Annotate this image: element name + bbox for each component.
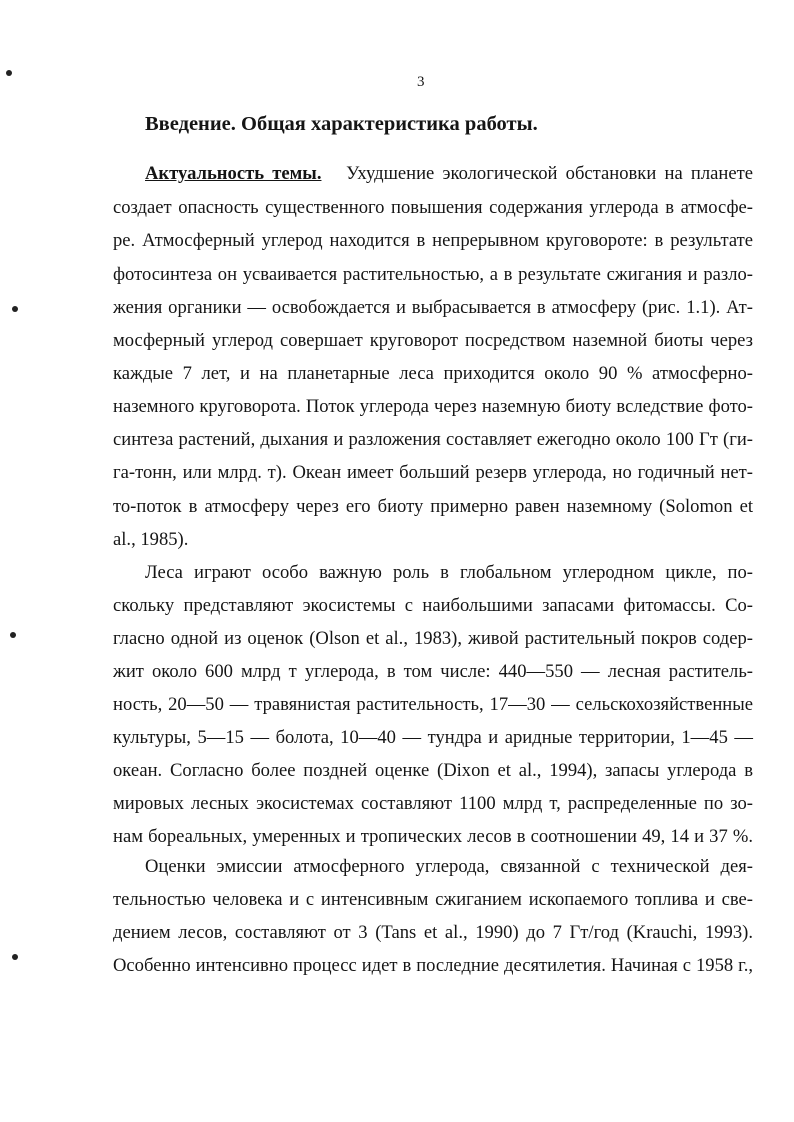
text-line: океан. Согласно более поздней оценке (Dixon et al., 1994), запасы углерода в [113,760,753,781]
text-line: скольку представляют экосистемы с наибольшими запасами фитомассы. Со- [113,595,753,616]
text-line: гласно одной из оценок (Olson et al., 1983), живой растительный покров содер- [113,628,753,649]
text-line: мосферный углерод совершает круговорот посредством наземной биоты через [113,330,753,351]
text-line: Особенно интенсивно процесс идет в последние десятилетия. Начиная с 1958 г., [113,955,753,976]
text-line: ность, 20—50 — травянистая растительность, 17—30 — сельскохозяйственные [113,694,753,715]
text-line: ре. Атмосферный углерод находится в непрерывном круговороте: в результате [113,230,753,251]
text-line: создает опасность существенного повышения содержания углерода в атмосфе- [113,197,753,218]
text-line: то-поток в атмосферу через его биоту примерно равен наземному (Solomon et [113,496,753,517]
text-line: нам бореальных, умеренных и тропических лесов в соотношении 49, 14 и 37 %. [113,826,753,847]
text-line: культуры, 5—15 — болота, 10—40 — тундра и аридные территории, 1—45 — [113,727,753,748]
scan-mark [12,306,18,312]
scan-mark [12,954,18,960]
text-line: al., 1985). [113,529,189,550]
text-line: мировых лесных экосистемах составляют 1100 млрд т, распределенные по зо- [113,793,753,814]
text-line: синтеза растений, дыхания и разложения составляет ежегодно около 100 Гт (ги- [113,429,753,450]
text-line: Оценки эмиссии атмосферного углерода, связанной с технической дея- [145,856,753,877]
text-line: фотосинтеза он усваивается растительностью, а в результате сжигания и разло- [113,264,753,285]
lead-heading: Актуальность темы. [145,163,322,184]
text-line: дением лесов, составляют от 3 (Tans et al., 1990) до 7 Гт/год (Krauchi, 1993). [113,922,753,943]
text-line: Леса играют особо важную роль в глобальном углеродном цикле, по- [145,562,753,583]
text-line: Актуальность темы. Ухудшение экологической обстановки на планете [145,163,753,184]
scan-mark [6,70,12,76]
text-line: жения органики — освобождается и выбрасывается в атмосферу (рис. 1.1). Ат- [113,297,753,318]
text-line: наземного круговорота. Поток углерода через наземную биоту вследствие фото- [113,396,753,417]
text-line: га-тонн, или млрд. т). Океан имеет больший резерв углерода, но годичный нет- [113,462,753,483]
text-line: тельностью человека и с интенсивным сжиганием ископаемого топлива и све- [113,889,753,910]
section-heading: Введение. Общая характеристика работы. [145,113,538,135]
text-line: жит около 600 млрд т углерода, в том числе: 440—550 — лесная раститель- [113,661,753,682]
page-number: 3 [417,74,425,90]
scan-mark [10,632,16,638]
text-line: каждые 7 лет, и на планетарные леса приходится около 90 % атмосферно- [113,363,753,384]
